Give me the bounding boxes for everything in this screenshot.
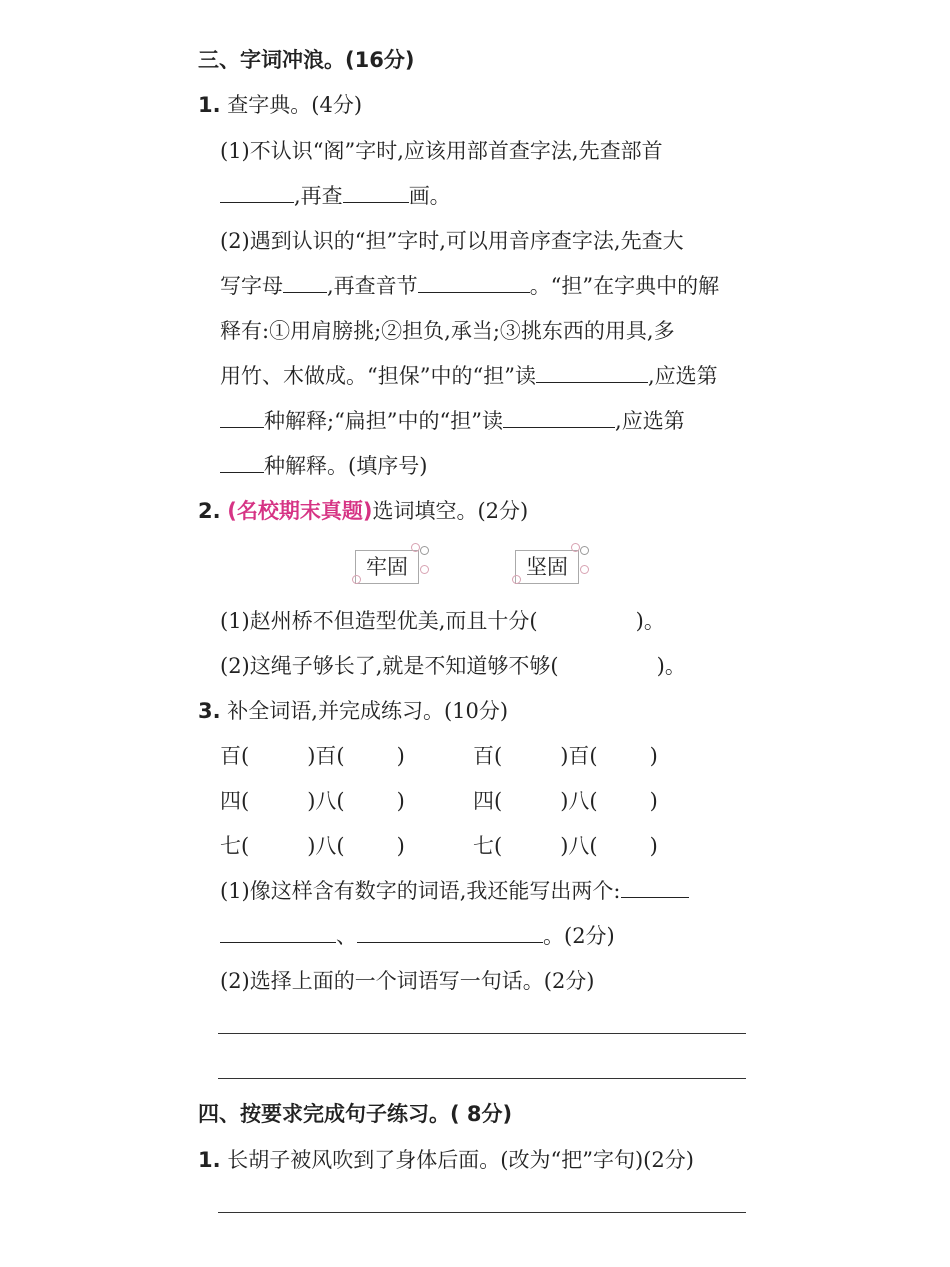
q1-p2-line3: 释有:①用肩膀挑;②担负,承当;③挑东西的用具,多 [220,319,675,343]
q1-p2-line2 [220,271,719,301]
biandan-reading-blank[interactable] [503,407,615,428]
radical-blank[interactable] [220,182,294,203]
idiom-row [220,741,405,771]
section4-title: 四、按要求完成句子练习。( 8分) [198,1102,513,1126]
idiom-part: ) [649,744,658,768]
idiom-row [473,831,658,861]
q1-p1-text: ,再查 [294,184,343,208]
answer-line[interactable] [218,1212,746,1213]
syllable-blank[interactable] [418,272,530,293]
q1-p2-text-g: ,应选第 [615,409,685,433]
answer-line[interactable] [218,1033,746,1034]
q1-p2-line1: (2)遇到认识的“担”字时,可以用音序查字法,先查大 [220,229,684,253]
q1-p1-line2 [220,181,451,211]
q3-title: 补全词语,并完成练习。(10分) [227,699,509,723]
q1-p1-end: 画。 [408,184,451,208]
idiom-part: )百( [307,744,345,768]
q1-number: 1. [198,93,221,117]
idiom-part: 百( [220,744,250,768]
q3-p1-line1 [220,876,689,906]
q3-heading [198,696,508,726]
flower-decoration-icon [352,575,361,584]
q2-s2-text: (2)这绳子够长了,就是不知道够不够( [220,654,559,678]
q2-number: 2. [198,499,221,523]
flower-decoration-icon [420,565,429,574]
number-idiom-blank-1-cont[interactable] [220,922,336,943]
section3-title: 三、字词冲浪。(16分) [198,48,415,72]
q2-heading [198,496,528,526]
flower-decoration-icon [411,543,420,552]
q2-s1-end: )。 [635,609,665,633]
idiom-part: )八( [560,834,598,858]
q1-p2-line6 [220,451,427,481]
q2-s1-text: (1)赵州桥不但造型优美,而且十分( [220,609,538,633]
idiom-part: ) [396,834,405,858]
word-option-laogu[interactable] [355,550,419,584]
q1-p2-text-f: 种解释;“扁担”中的“担”读 [264,409,504,433]
idiom-part: ) [649,834,658,858]
idiom-part: ) [396,789,405,813]
idiom-part: )八( [307,789,345,813]
q2-sentence1 [220,606,665,636]
q1-p2-line5 [220,406,685,436]
q1-p2-text-c: 。“担”在字典中的解 [529,274,720,298]
q3-number: 3. [198,699,221,723]
q3-p1-text: (1)像这样含有数字的词语,我还能写出两个: [220,879,621,903]
number-idiom-blank-1[interactable] [621,877,689,898]
flower-decoration-icon [580,565,589,574]
q1-p2-text-e: ,应选第 [647,364,718,388]
s4-q1-title: 长胡子被风吹到了身体后面。(改为“把”字句)(2分) [227,1148,694,1172]
flower-decoration-icon [512,575,521,584]
idiom-part: ) [649,789,658,813]
word-option-jiangu[interactable] [515,550,579,584]
q3-p1-sep: 、 [336,924,357,948]
danbao-meaning-blank[interactable] [220,407,264,428]
q2-sentence2 [220,651,686,681]
q3-p1-end: 。(2分) [543,924,615,948]
q1-p2-text-d: 用竹、木做成。“担保”中的“担”读 [220,364,536,388]
idiom-row [473,741,658,771]
biandan-meaning-blank[interactable] [220,452,264,473]
flower-decoration-icon [580,546,589,555]
s4-q1-number: 1. [198,1148,221,1172]
idiom-row [220,786,405,816]
idiom-row [473,786,658,816]
answer-line[interactable] [218,1078,746,1079]
q3-p2: (2)选择上面的一个词语写一句话。(2分) [220,969,595,993]
idiom-part: 七( [220,834,250,858]
q1-p2-line4 [220,361,718,391]
idiom-part: ) [396,744,405,768]
flower-decoration-icon [571,543,580,552]
idiom-part: )八( [560,789,598,813]
word-option-label: 牢固 [366,555,408,579]
s4-q1-heading [198,1145,694,1175]
q2-source-tag: (名校期末真题) [227,499,373,523]
idiom-part: 百( [473,744,503,768]
idiom-row [220,831,405,861]
stroke-count-blank[interactable] [343,182,409,203]
idiom-part: )八( [307,834,345,858]
q1-p2-text-a: 写字母 [220,274,283,298]
q1-p1-line1: (1)不认识“阁”字时,应该用部首查字法,先查部首 [220,139,663,163]
q1-heading [198,90,362,120]
idiom-part: 七( [473,834,503,858]
idiom-part: 四( [473,789,503,813]
q1-p2-text-b: ,再查音节 [327,274,418,298]
q3-p1-line2 [220,921,615,951]
q1-title: 查字典。(4分) [227,93,363,117]
danbao-reading-blank[interactable] [536,362,648,383]
q2-title: 选词填空。(2分) [372,499,529,523]
idiom-part: )百( [560,744,598,768]
number-idiom-blank-2[interactable] [357,922,543,943]
q1-p2-text-h: 种解释。(填序号) [264,454,428,478]
idiom-part: 四( [220,789,250,813]
flower-decoration-icon [420,546,429,555]
word-option-label: 坚固 [526,555,568,579]
capital-letter-blank[interactable] [283,272,327,293]
q2-s2-end: )。 [656,654,686,678]
